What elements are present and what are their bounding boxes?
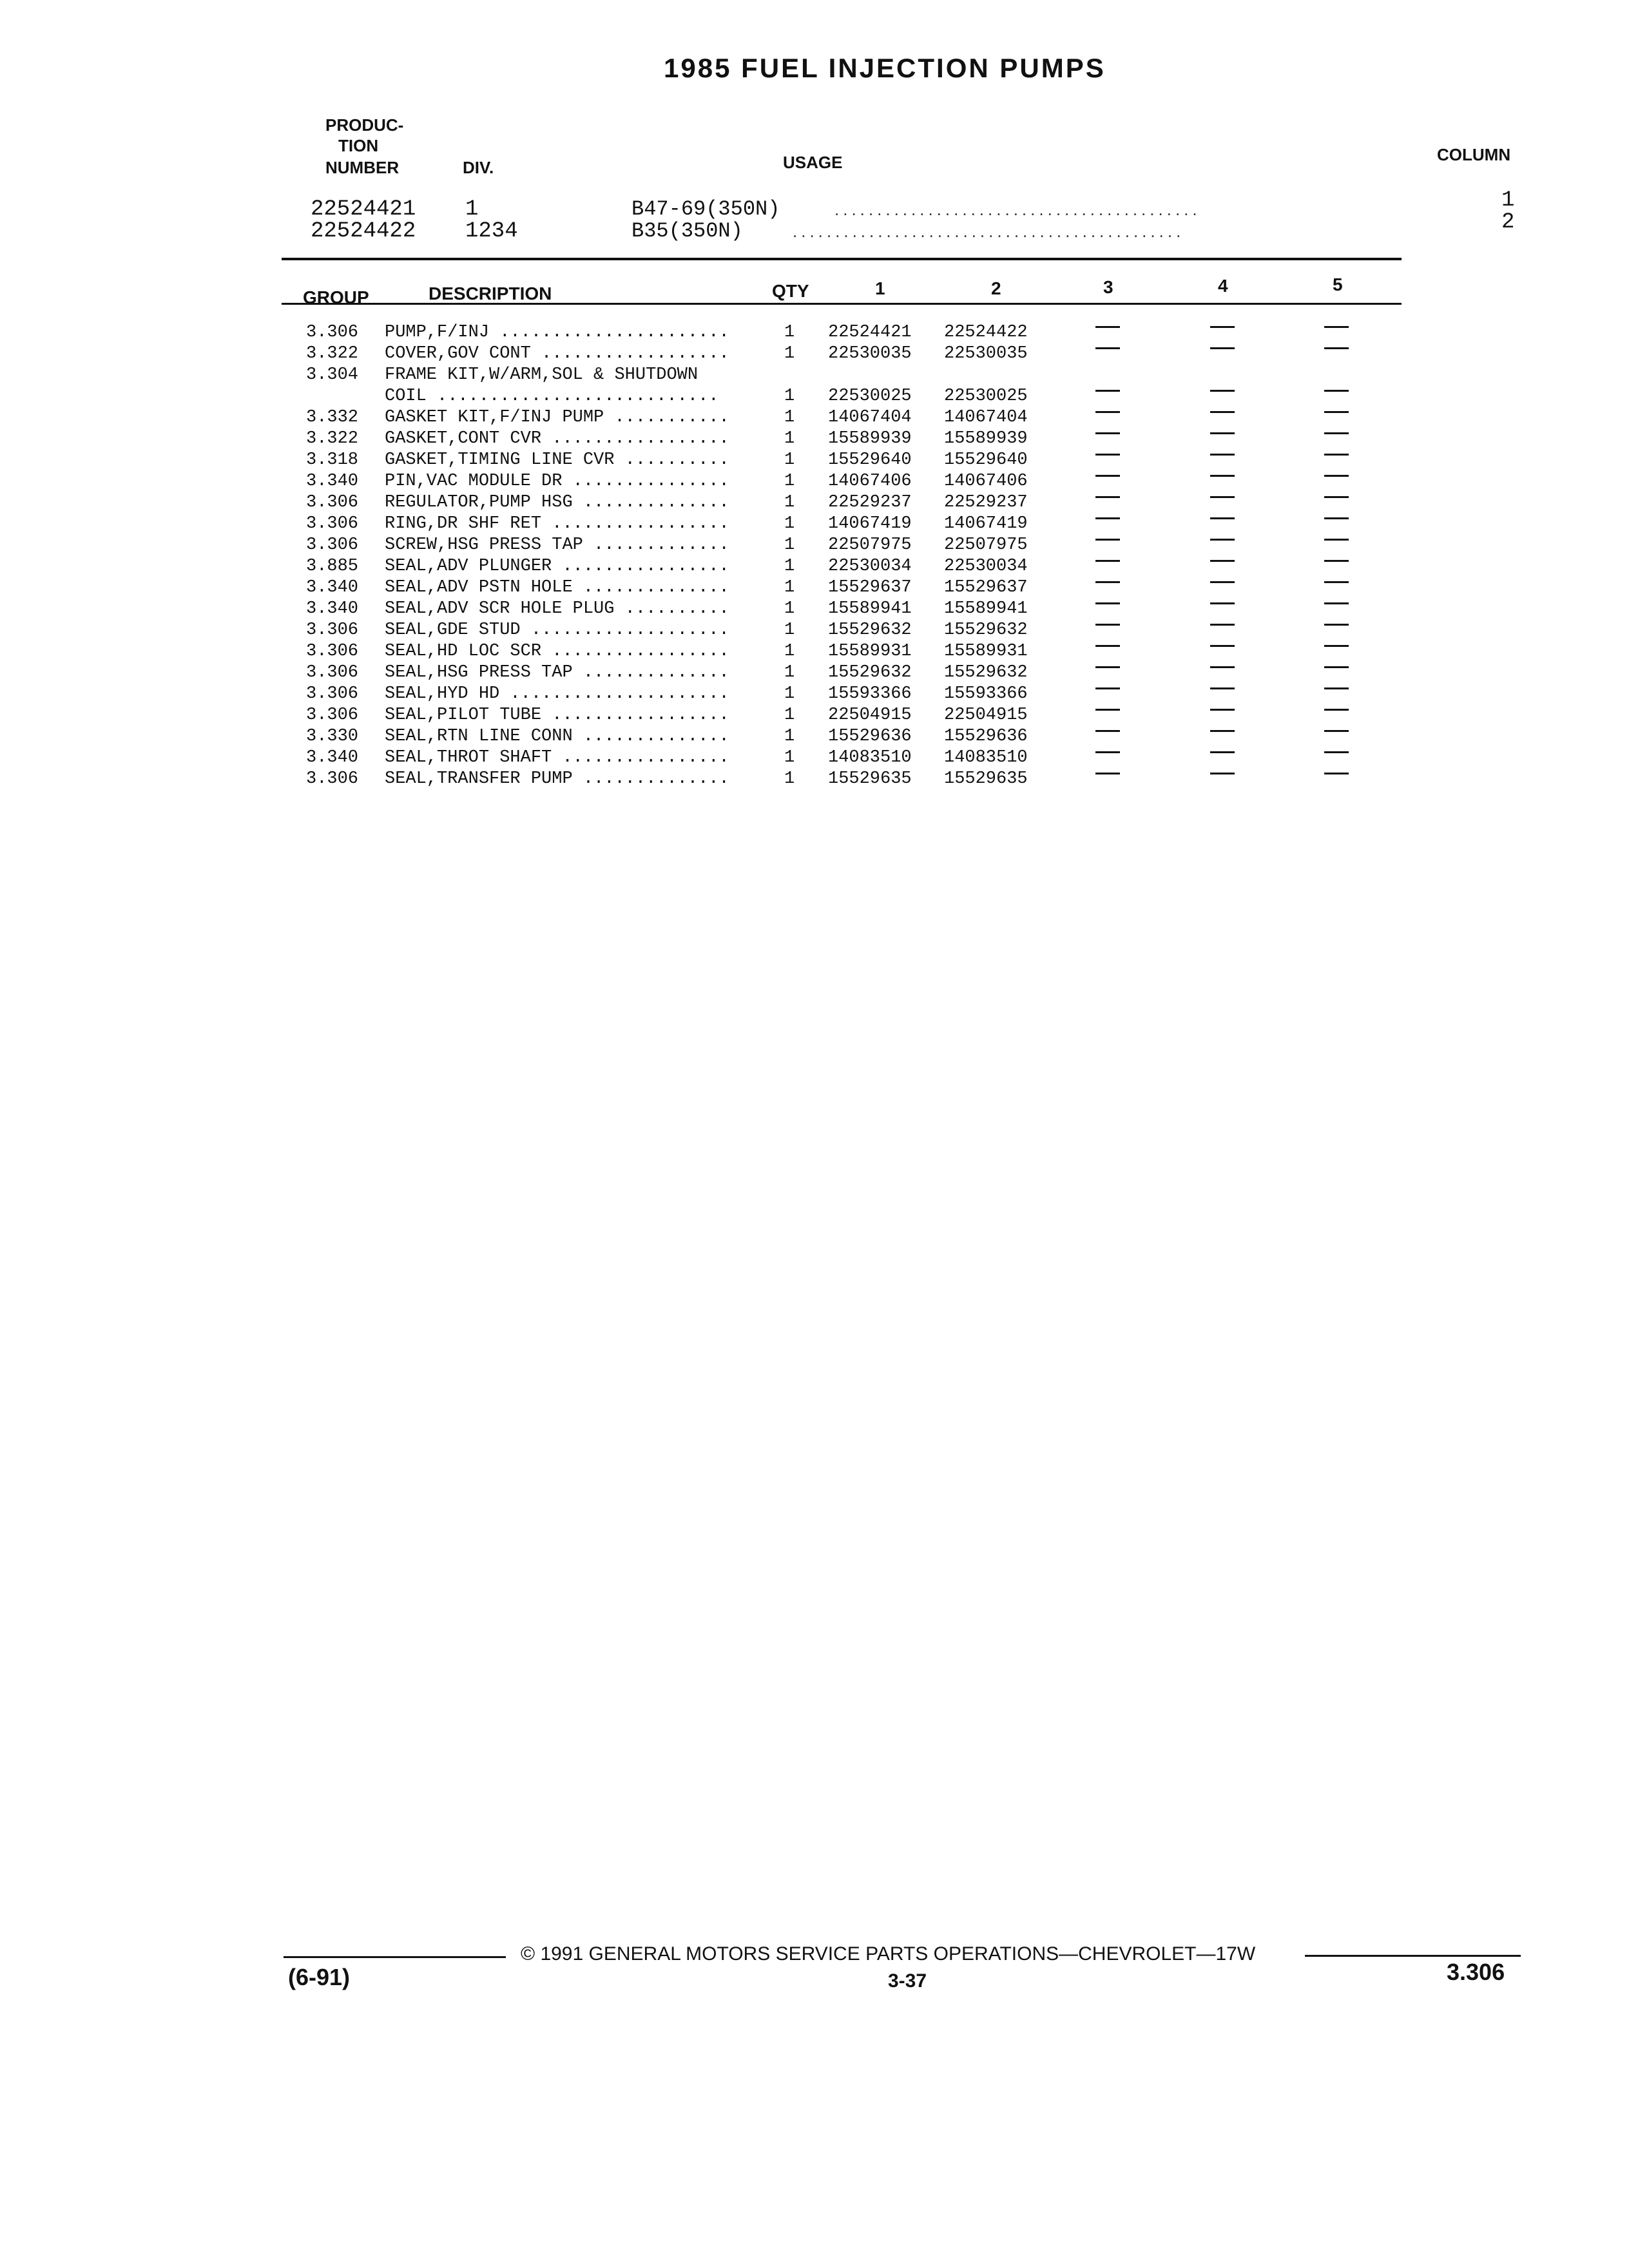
row-description: SEAL,HD LOC SCR ................. bbox=[385, 642, 729, 661]
row-description: SEAL,TRANSFER PUMP .............. bbox=[385, 769, 729, 789]
not-applicable-dash-col-4 bbox=[1210, 773, 1235, 774]
col-header-3: 3 bbox=[1103, 277, 1113, 297]
production-label-3: NUMBER bbox=[325, 158, 400, 177]
row-qty: 1 bbox=[784, 748, 795, 767]
row-description: FRAME KIT,W/ARM,SOL & SHUTDOWN bbox=[385, 365, 699, 385]
row-part-col-1: 22529237 bbox=[828, 493, 912, 512]
not-applicable-dash-col-4 bbox=[1210, 666, 1235, 668]
footer-rule-right bbox=[1305, 1955, 1521, 1957]
not-applicable-dash-col-3 bbox=[1095, 475, 1120, 477]
production-div: 1 bbox=[465, 197, 479, 222]
row-group: 3.340 bbox=[306, 748, 359, 767]
row-group: 3.340 bbox=[306, 599, 359, 619]
not-applicable-dash-col-3 bbox=[1095, 326, 1120, 328]
row-group: 3.322 bbox=[306, 429, 359, 448]
row-group: 3.306 bbox=[306, 642, 359, 661]
row-qty: 1 bbox=[784, 769, 795, 789]
not-applicable-dash-col-4 bbox=[1210, 751, 1235, 753]
row-part-col-2: 15593366 bbox=[944, 684, 1028, 704]
not-applicable-dash-col-4 bbox=[1210, 730, 1235, 732]
row-part-col-1: 22504915 bbox=[828, 706, 912, 725]
row-qty: 1 bbox=[784, 344, 795, 363]
not-applicable-dash-col-4 bbox=[1210, 539, 1235, 541]
row-part-col-2: 14067419 bbox=[944, 514, 1028, 533]
row-qty: 1 bbox=[784, 429, 795, 448]
row-part-col-1: 14067406 bbox=[828, 472, 912, 491]
leader-dots: .............................................. bbox=[793, 222, 1185, 241]
usage-label: USAGE bbox=[783, 153, 843, 172]
row-part-col-1: 15529640 bbox=[828, 450, 912, 470]
not-applicable-dash-col-4 bbox=[1210, 411, 1235, 413]
not-applicable-dash-col-3 bbox=[1095, 645, 1120, 647]
row-group: 3.885 bbox=[306, 557, 359, 576]
not-applicable-dash-col-3 bbox=[1095, 411, 1120, 413]
row-part-col-2: 14083510 bbox=[944, 748, 1028, 767]
row-qty: 1 bbox=[784, 535, 795, 555]
copyright-line: © 1991 GENERAL MOTORS SERVICE PARTS OPERATIONS—CHEVROLET—17W bbox=[521, 1943, 1256, 1965]
row-part-col-2: 22530035 bbox=[944, 344, 1028, 363]
not-applicable-dash-col-3 bbox=[1095, 560, 1120, 562]
footer-rule-left bbox=[284, 1956, 506, 1958]
row-qty: 1 bbox=[784, 578, 795, 597]
not-applicable-dash-col-5 bbox=[1324, 539, 1349, 541]
row-group: 3.318 bbox=[306, 450, 359, 470]
div-label: DIV. bbox=[463, 158, 494, 177]
not-applicable-dash-col-4 bbox=[1210, 432, 1235, 434]
col-header-1: 1 bbox=[875, 278, 885, 298]
col-header-5: 5 bbox=[1333, 274, 1343, 294]
not-applicable-dash-col-4 bbox=[1210, 517, 1235, 519]
row-description: SEAL,HSG PRESS TAP .............. bbox=[385, 663, 729, 682]
not-applicable-dash-col-5 bbox=[1324, 709, 1349, 711]
row-description: GASKET KIT,F/INJ PUMP ........... bbox=[385, 408, 729, 427]
col-header-4: 4 bbox=[1218, 276, 1228, 296]
not-applicable-dash-col-3 bbox=[1095, 347, 1120, 349]
row-part-col-2: 15529640 bbox=[944, 450, 1028, 470]
not-applicable-dash-col-5 bbox=[1324, 751, 1349, 753]
production-number: 22524422 bbox=[311, 219, 416, 244]
production-label-2: TION bbox=[338, 136, 379, 155]
not-applicable-dash-col-4 bbox=[1210, 560, 1235, 562]
production-column: 2 bbox=[1501, 210, 1515, 235]
production-label-1: PRODUC- bbox=[325, 115, 404, 135]
not-applicable-dash-col-3 bbox=[1095, 687, 1120, 689]
row-description: PUMP,F/INJ ...................... bbox=[385, 323, 729, 342]
date-code: (6-91) bbox=[288, 1964, 351, 1990]
page-title: 1985 FUEL INJECTION PUMPS bbox=[664, 53, 1106, 83]
not-applicable-dash-col-3 bbox=[1095, 751, 1120, 753]
row-part-col-2: 15529632 bbox=[944, 663, 1028, 682]
not-applicable-dash-col-5 bbox=[1324, 475, 1349, 477]
section-number: 3.306 bbox=[1447, 1959, 1505, 1985]
row-part-col-1: 22507975 bbox=[828, 535, 912, 555]
not-applicable-dash-col-5 bbox=[1324, 602, 1349, 604]
not-applicable-dash-col-5 bbox=[1324, 773, 1349, 774]
row-group: 3.306 bbox=[306, 706, 359, 725]
row-description: SEAL,HYD HD ..................... bbox=[385, 684, 729, 704]
row-part-col-1: 15529632 bbox=[828, 620, 912, 640]
row-part-col-2: 22529237 bbox=[944, 493, 1028, 512]
row-part-col-2: 15529635 bbox=[944, 769, 1028, 789]
row-part-col-2: 22530034 bbox=[944, 557, 1028, 576]
not-applicable-dash-col-5 bbox=[1324, 560, 1349, 562]
row-part-col-1: 15589939 bbox=[828, 429, 912, 448]
row-part-col-1: 14083510 bbox=[828, 748, 912, 767]
not-applicable-dash-col-3 bbox=[1095, 539, 1120, 541]
row-group: 3.306 bbox=[306, 663, 359, 682]
row-part-col-1: 15529632 bbox=[828, 663, 912, 682]
column-label: COLUMN bbox=[1437, 145, 1511, 164]
row-qty: 1 bbox=[784, 493, 795, 512]
row-group: 3.306 bbox=[306, 493, 359, 512]
production-div: 1234 bbox=[465, 219, 518, 244]
row-description: RING,DR SHF RET ................. bbox=[385, 514, 729, 533]
row-qty: 1 bbox=[784, 450, 795, 470]
production-usage: B47-69(350N) bbox=[631, 197, 780, 221]
row-qty: 1 bbox=[784, 472, 795, 491]
row-group: 3.340 bbox=[306, 578, 359, 597]
not-applicable-dash-col-3 bbox=[1095, 624, 1120, 626]
row-part-col-2: 22524422 bbox=[944, 323, 1028, 342]
row-qty: 1 bbox=[784, 684, 795, 704]
row-part-col-1: 15529635 bbox=[828, 769, 912, 789]
not-applicable-dash-col-5 bbox=[1324, 411, 1349, 413]
row-part-col-1: 14067419 bbox=[828, 514, 912, 533]
row-part-col-2: 22530025 bbox=[944, 387, 1028, 406]
row-part-col-1: 22530034 bbox=[828, 557, 912, 576]
not-applicable-dash-col-4 bbox=[1210, 475, 1235, 477]
not-applicable-dash-col-5 bbox=[1324, 666, 1349, 668]
row-part-col-2: 15589941 bbox=[944, 599, 1028, 619]
row-description: COIL ........................... bbox=[385, 387, 719, 406]
row-description: SEAL,PILOT TUBE ................. bbox=[385, 706, 729, 725]
not-applicable-dash-col-5 bbox=[1324, 390, 1349, 392]
row-part-col-1: 22530025 bbox=[828, 387, 912, 406]
row-part-col-2: 15529637 bbox=[944, 578, 1028, 597]
row-part-col-2: 15529632 bbox=[944, 620, 1028, 640]
row-group: 3.306 bbox=[306, 514, 359, 533]
col-header-2: 2 bbox=[991, 278, 1001, 298]
row-description: PIN,VAC MODULE DR ............... bbox=[385, 472, 729, 491]
row-group: 3.306 bbox=[306, 535, 359, 555]
row-part-col-1: 22530035 bbox=[828, 344, 912, 363]
row-qty: 1 bbox=[784, 408, 795, 427]
not-applicable-dash-col-4 bbox=[1210, 390, 1235, 392]
not-applicable-dash-col-3 bbox=[1095, 496, 1120, 498]
not-applicable-dash-col-3 bbox=[1095, 602, 1120, 604]
row-description: REGULATOR,PUMP HSG .............. bbox=[385, 493, 729, 512]
not-applicable-dash-col-5 bbox=[1324, 347, 1349, 349]
not-applicable-dash-col-5 bbox=[1324, 454, 1349, 456]
not-applicable-dash-col-3 bbox=[1095, 730, 1120, 732]
not-applicable-dash-col-5 bbox=[1324, 326, 1349, 328]
row-group: 3.304 bbox=[306, 365, 359, 385]
row-part-col-2: 22507975 bbox=[944, 535, 1028, 555]
row-group: 3.306 bbox=[306, 323, 359, 342]
row-description: GASKET,CONT CVR ................. bbox=[385, 429, 729, 448]
row-description: SEAL,THROT SHAFT ................ bbox=[385, 748, 729, 767]
row-group: 3.330 bbox=[306, 727, 359, 746]
row-description: SEAL,ADV PLUNGER ................ bbox=[385, 557, 729, 576]
row-qty: 1 bbox=[784, 620, 795, 640]
col-header-group: GROUP bbox=[303, 287, 369, 307]
row-qty: 1 bbox=[784, 599, 795, 619]
row-qty: 1 bbox=[784, 727, 795, 746]
row-group: 3.322 bbox=[306, 344, 359, 363]
row-qty: 1 bbox=[784, 557, 795, 576]
not-applicable-dash-col-3 bbox=[1095, 666, 1120, 668]
production-usage: B35(350N) bbox=[631, 219, 743, 243]
not-applicable-dash-col-4 bbox=[1210, 496, 1235, 498]
row-part-col-1: 15589941 bbox=[828, 599, 912, 619]
not-applicable-dash-col-4 bbox=[1210, 581, 1235, 583]
production-column: 1 bbox=[1501, 188, 1515, 213]
row-description: COVER,GOV CONT .................. bbox=[385, 344, 729, 363]
production-number: 22524421 bbox=[311, 197, 416, 222]
row-qty: 1 bbox=[784, 706, 795, 725]
row-part-col-2: 15529636 bbox=[944, 727, 1028, 746]
row-part-col-1: 14067404 bbox=[828, 408, 912, 427]
not-applicable-dash-col-3 bbox=[1095, 454, 1120, 456]
not-applicable-dash-col-4 bbox=[1210, 347, 1235, 349]
row-group: 3.306 bbox=[306, 620, 359, 640]
not-applicable-dash-col-3 bbox=[1095, 517, 1120, 519]
not-applicable-dash-col-4 bbox=[1210, 645, 1235, 647]
not-applicable-dash-col-5 bbox=[1324, 624, 1349, 626]
leader-dots: ........................................... bbox=[834, 200, 1201, 219]
row-qty: 1 bbox=[784, 387, 795, 406]
row-part-col-1: 22524421 bbox=[828, 323, 912, 342]
row-part-col-1: 15529637 bbox=[828, 578, 912, 597]
not-applicable-dash-col-5 bbox=[1324, 517, 1349, 519]
row-description: GASKET,TIMING LINE CVR .......... bbox=[385, 450, 729, 470]
not-applicable-dash-col-4 bbox=[1210, 602, 1235, 604]
row-description: SEAL,ADV PSTN HOLE .............. bbox=[385, 578, 729, 597]
not-applicable-dash-col-4 bbox=[1210, 687, 1235, 689]
row-qty: 1 bbox=[784, 514, 795, 533]
not-applicable-dash-col-5 bbox=[1324, 730, 1349, 732]
not-applicable-dash-col-3 bbox=[1095, 709, 1120, 711]
row-group: 3.306 bbox=[306, 684, 359, 704]
col-header-qty: QTY bbox=[772, 281, 809, 301]
row-part-col-2: 14067406 bbox=[944, 472, 1028, 491]
not-applicable-dash-col-5 bbox=[1324, 645, 1349, 647]
row-description: SEAL,GDE STUD ................... bbox=[385, 620, 729, 640]
page-number: 3-37 bbox=[888, 1970, 927, 1992]
not-applicable-dash-col-4 bbox=[1210, 709, 1235, 711]
not-applicable-dash-col-5 bbox=[1324, 687, 1349, 689]
not-applicable-dash-col-5 bbox=[1324, 432, 1349, 434]
not-applicable-dash-col-5 bbox=[1324, 581, 1349, 583]
row-qty: 1 bbox=[784, 323, 795, 342]
not-applicable-dash-col-4 bbox=[1210, 326, 1235, 328]
not-applicable-dash-col-4 bbox=[1210, 454, 1235, 456]
table-top-rule bbox=[282, 258, 1402, 260]
row-part-col-2: 14067404 bbox=[944, 408, 1028, 427]
row-group: 3.340 bbox=[306, 472, 359, 491]
row-description: SCREW,HSG PRESS TAP ............. bbox=[385, 535, 729, 555]
row-part-col-1: 15529636 bbox=[828, 727, 912, 746]
col-header-description: DESCRIPTION bbox=[429, 284, 552, 303]
not-applicable-dash-col-5 bbox=[1324, 496, 1349, 498]
row-qty: 1 bbox=[784, 642, 795, 661]
not-applicable-dash-col-3 bbox=[1095, 390, 1120, 392]
row-group: 3.306 bbox=[306, 769, 359, 789]
not-applicable-dash-col-3 bbox=[1095, 432, 1120, 434]
row-description: SEAL,ADV SCR HOLE PLUG .......... bbox=[385, 599, 729, 619]
row-part-col-2: 22504915 bbox=[944, 706, 1028, 725]
row-part-col-2: 15589939 bbox=[944, 429, 1028, 448]
row-group: 3.332 bbox=[306, 408, 359, 427]
row-qty: 1 bbox=[784, 663, 795, 682]
not-applicable-dash-col-4 bbox=[1210, 624, 1235, 626]
not-applicable-dash-col-3 bbox=[1095, 581, 1120, 583]
row-part-col-1: 15593366 bbox=[828, 684, 912, 704]
row-part-col-2: 15589931 bbox=[944, 642, 1028, 661]
row-description: SEAL,RTN LINE CONN .............. bbox=[385, 727, 729, 746]
not-applicable-dash-col-3 bbox=[1095, 773, 1120, 774]
row-part-col-1: 15589931 bbox=[828, 642, 912, 661]
